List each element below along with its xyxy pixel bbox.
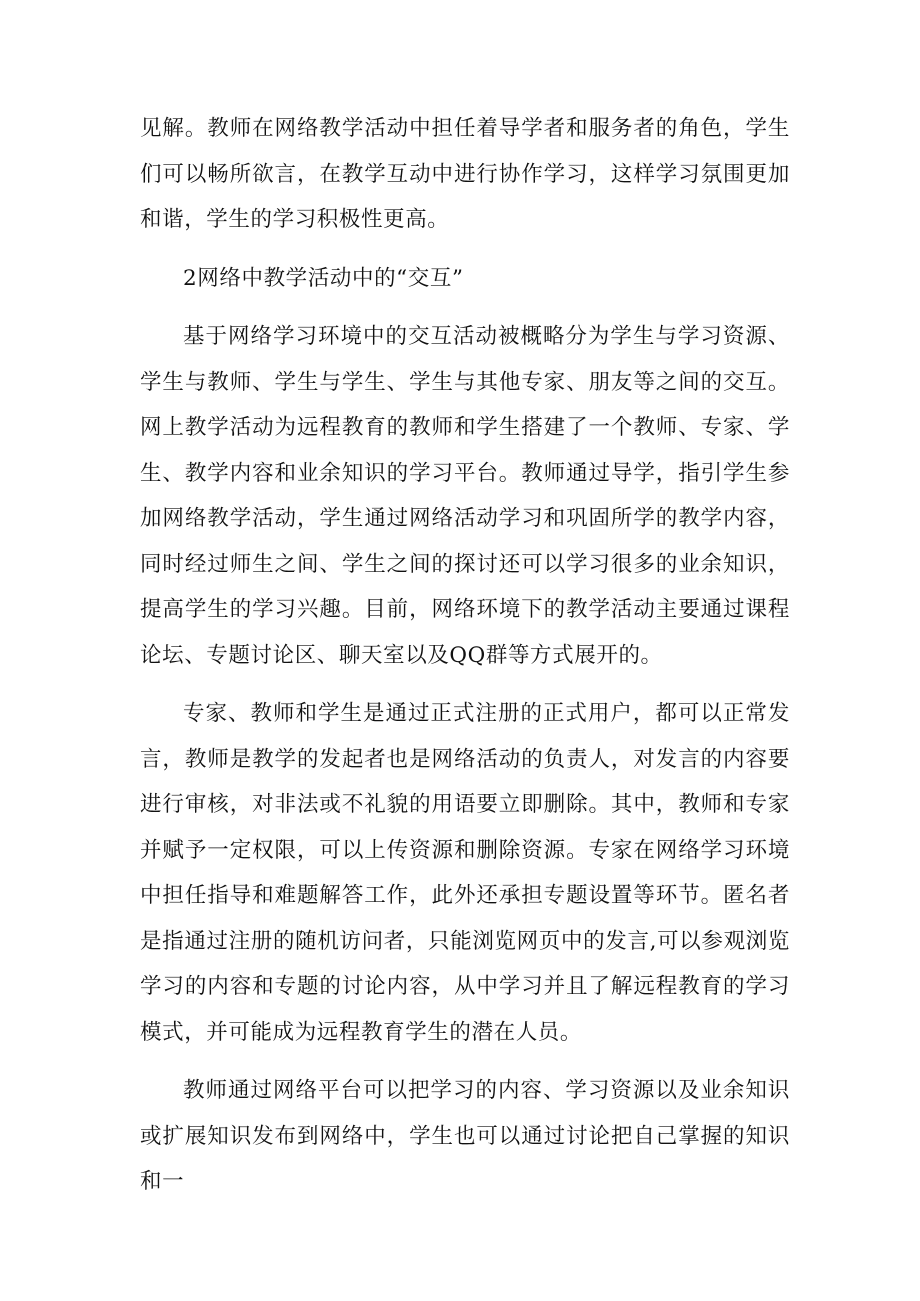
section-heading: 2网络中教学活动中的“交互” [183, 265, 464, 291]
paragraph-3: 专家、教师和学生是通过正式注册的正式用户，都可以正常发言，教师是教学的发起者也是网络活动的负责人，对发言的内容要进行审核，对非法或不礼貌的用语要立即删除。其中，教师和专家并赋予一定权限，可以上传资源和删除资源。专家在网络学习环境中担任指导和难题解答工作，此外还承担专题设置等环节。匿名者是指通过注册的随机访问者，只能浏览网页中的发言,可以参观浏览学习的内容和专题的讨论内容，从中学习并且了解远程教育的学习模式，并可能成为远程教育学生的潜在人员。 [140, 701, 790, 1045]
paragraph-2: 基于网络学习环境中的交互活动被概略分为学生与学习资源、学生与教师、学生与学生、学生与其他专家、朋友等之间的交互。网上教学活动为远程教育的教师和学生搭建了一个教师、专家、学生、教学内容和业余知识的学习平台。教师通过导学，指引学生参加网络教学活动，学生通过网络活动学习和巩固所学的教学内容，同时经过师生之间、学生之间的探讨还可以学习很多的业余知识，提高学生的学习兴趣。目前，网络环境下的教学活动主要通过课程论坛、专题讨论区、聊天室以及QQ群等方式展开的。 [140, 324, 790, 668]
paragraph-1: 见解。教师在网络教学活动中担任着导学者和服务者的角色，学生们可以畅所欲言，在教学互动中进行协作学习，这样学习氛围更加和谐，学生的学习积极性更高。 [140, 116, 790, 232]
document-body [140, 106, 790, 1218]
paragraph-4: 教师通过网络平台可以把学习的内容、学习资源以及业余知识或扩展知识发布到网络中，学生也可以通过讨论把自己掌握的知识和一 [140, 1078, 790, 1194]
